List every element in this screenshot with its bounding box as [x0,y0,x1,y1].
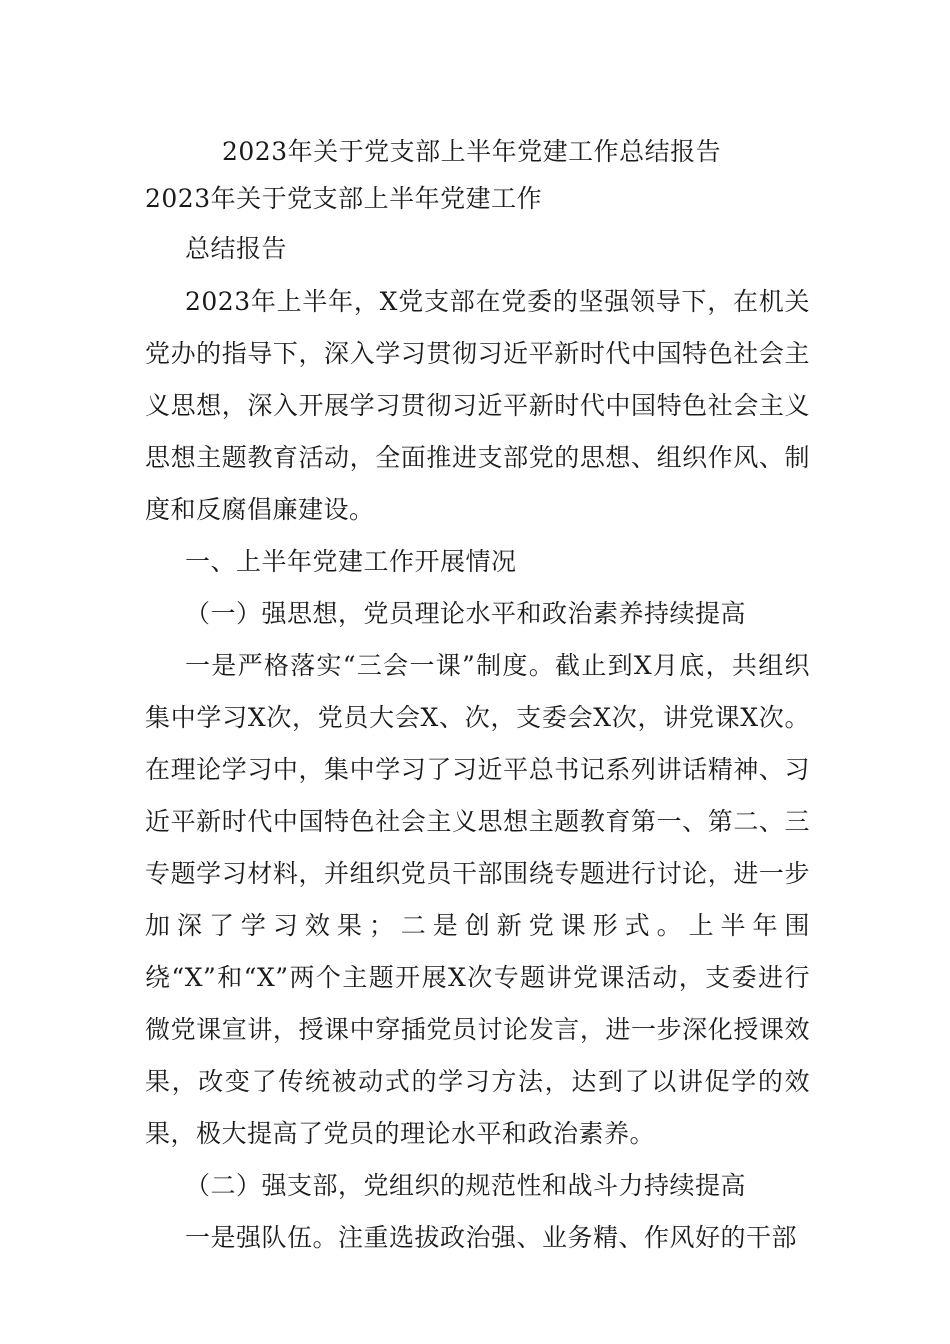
subsection-heading-2: （二）强支部，党组织的规范性和战斗力持续提高 [185,1171,747,1200]
paragraph-team: 一是强队伍。注重选拔政治强、业务精、作风好的干部 [185,1223,798,1252]
document-subtitle-line-1: 2023年关于党支部上半年党建工作 [145,184,543,213]
paragraph-intro: 2023年上半年，X党支部在党委的坚强领导下，在机关党办的指导下，深入学习贯彻习近平新时代中国特色社会主义思想，深入开展学习贯彻习近平新时代中国特色社会主义思想主题教育活动，全面推进支部党的思想、组织作风、制度和反腐倡廉建设。 [145,287,810,524]
section-heading-1: 一、上半年党建工作开展情况 [185,547,517,576]
document-title: 2023年关于党支部上半年党建工作总结报告 [222,137,722,166]
document-body [145,276,810,1264]
document-subtitle-line-2: 总结报告 [185,234,288,263]
paragraph-study: 一是严格落实“三会一课”制度。截止到X月底，共组织集中学习X次，党员大会X、次，支委会X次，讲党课X次。在理论学习中，集中学习了习近平总书记系列讲话精神、习近平新时代中国特色社会主义思想主题教育第一、第二、三专题学习材料，并组织党员干部围绕专题进行讨论，进一步加深了学习效果；二是创新党课形式。上半年围绕“X”和“X”两个主题开展X次专题讲党课活动，支委进行微党课宣讲，授课中穿插党员讨论发言，进一步深化授课效果，改变了传统被动式的学习方法，达到了以讲促学的效果，极大提高了党员的理论水平和政治素养。 [145,651,810,1148]
subsection-heading-1: （一）强思想，党员理论水平和政治素养持续提高 [185,599,747,628]
